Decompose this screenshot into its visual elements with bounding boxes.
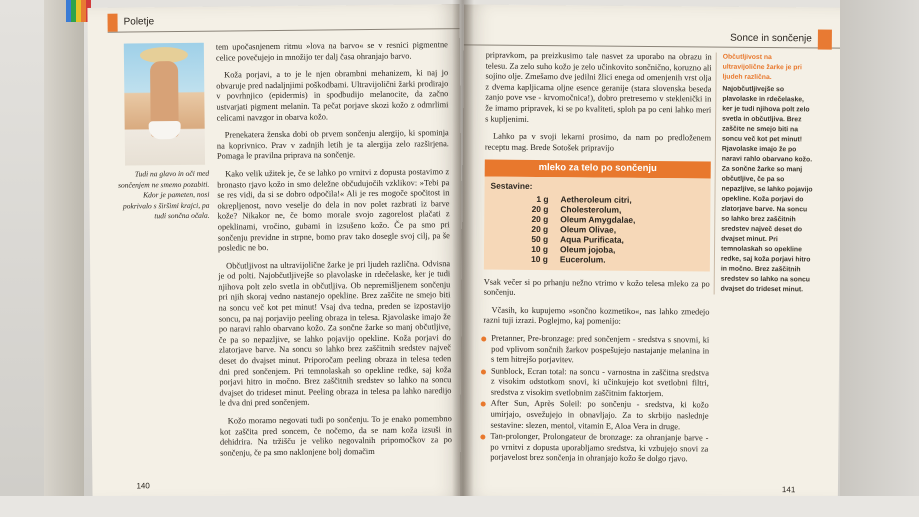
right-header-label: Sonce in sončenje [730,32,812,45]
paragraph: Občutljivost na ultravijolične žarke je pri ljudeh različna. Odvisna je od polti. Najobčutljivejše so plavolaske in rdečelaske, ker je tudi njihova polt zelo svetla in občutljiva. Ob nepremišljenem sončenju pri njih skoraj vedno nastanejo opekline. Brez zaščite ne smejo biti na soncu več kot pet minut! Vsaj dva tedna, preden se izpostavijo soncu, pa naj porjavijo peeling obraza in telesa. Rjavolaske imajo že po naravi rahlo obarvano kožo. Za sončne žarke so manj občutljive, če pa so nepazljive, se lahko pojavijo opekline. Koža porjavi do zlatorjave barve. Na soncu so lahko brez zaščitnih sredstev največ deset do dvajset minut. Priporočam peeling obraza in telesa teden dni pred sončenjem. Pri temnolaskah so opekline redke, saj koža porjavi hitro in močno. Brez zaščitnih sredstev so lahko na soncu dvajset do trideset minut. Peeling obraza in telesa pa lahko naredijo le dva dni pred sončenjem. [218,258,452,409]
paragraph: Kožo moramo negovati tudi po sončenju. To je enako pomembno kot zaščita pred soncem, če nočemo, da se nam koža izsuši in dehidrira. Na tržišču je veliko negovalnih pripomočkov za po sončenju, če pa smo naklonjene bolj domačim [219,414,453,458]
paragraph: Vsak večer si po prhanju nežno vtrimo v kožo telesa mleko za po sončenju. [483,277,710,297]
ingredient-row: 20 g Oleum Amygdalae, [531,213,636,225]
sidebar-title: Občutljivost na ultravijolične žarke je pri ljudeh različna. [722,53,802,82]
ingredient-row: 10 g Eucerolum. [531,253,606,265]
ingredients-label: Sestavine: [490,180,533,191]
book-cover-edge [44,0,84,517]
ingredient-row: 10 g Oleum jojoba, [531,243,616,255]
ingredient-row: 1 g Aetheroleum citri, [536,193,632,205]
list-item: Pretanner, Pre-bronzage: pred sončenjem - sredstva s snovmi, ki pod vplivom sončnih žarkov pospešujejo nastajanje melanina in s tem hitrejšo porjavitev. [483,333,709,367]
right-body-text [482,51,712,467]
bullet-icon [480,435,485,440]
chapter-tab [107,14,117,32]
list-item: Sunblock, Ecran total: na soncu - varnostna in zaščitna sredstva z visokim odstotkom snovi, ki učinkujejo kot svetlobni filtri, sredstva z visokim svetlobnim zaščitnim faktorjem. [483,366,709,400]
left-header-label: Poletje [123,16,155,28]
surface [0,496,919,517]
paragraph: Lahko pa v svoji lekarni prosimo, da nam po predloženem receptu mag. Brede Sotošek pripravijo [484,131,712,153]
bullet-icon [481,336,486,341]
left-running-header [107,10,459,33]
left-page [87,4,464,502]
paragraph: Koža porjavi, a to je le njen obrambni mehanizem, ki naj jo obvaruje pred nadaljnjimi poškodbami. Ultravijolični žarki prodirajo v povrhnjico (epidermis) in spodbudijo melanocite, da začno ustvarjati pigment melanin. Ta pečat porjave skozi kožo z odmrlimi celicami navzgor in obarva kožo. [216,68,449,123]
swimsuit [149,121,181,139]
right-running-header [464,26,842,48]
recipe-ingredients [484,176,711,271]
bullet-icon [481,369,486,374]
book-gutter [452,0,474,517]
page-stack-edge [840,0,919,517]
photo-caption: Tudi na glavo in oči med sončenjem ne smemo pozabiti. Kdor je pameten, nosi pokrivalo s širšimi krajci, pa tudi sončna očala. [117,168,210,221]
sidebar-text: Najobčutljivejše so plavolaske in rdečelaske, ker je tudi njihova polt zelo svetla in občutljiva. Brez zaščite ne smejo biti na soncu več kot pet minut! Rjavolaske imajo že po naravi rahlo obarvano kožo. Za sončne žarke so manj občutljive, če pa so nepazljive, se lahko pojavijo opekline. Koža porjavi do zlatorjave barve. Na soncu so lahko brez zaščitnih sredstev največ deset do dvajset minut. Pri temnolaskah so opekline redke, saj koža porjavi hitro in močno. Brez zaščitnih sredstev so lahko na soncu dvajset do trideset minut. [720,85,813,294]
paragraph: tem upočasnjenem ritmu »lova na barvo« se v resnici pigmentne celice povečujejo in množijo ter dalj časa ohranjajo barvo. [215,40,448,63]
paragraph: Prenekatera ženska dobi ob prvem sončenju alergijo, ki spominja na koprivnico. Prav v zadnjih letih je ta alergija zelo razširjena. Pomaga le pravilna priprava na sončenje. [216,128,449,161]
right-page [460,4,842,501]
bullet-icon [481,402,486,407]
ingredient-row: 20 g Oleum Olivae, [531,223,617,235]
paragraph: pripravkom, pa preizkusimo tale nasvet za uporabo na obrazu in telesu. Za zelo suho kožo je zelo učinkovito sončnično, koruzno ali sojino olje. Zmešamo dve jedilni žlici enega od omenjenih vrst olja z dvema kapljicama oljne esence geranije (stara slovenska beseda zanjo pove vse - krvomočnica!), dobro pretresemo v steklenički in že imamo pripravek, ki se po kvaliteti, sploh pa po ceni lahko meri s kupljenimi. [485,50,712,124]
left-body-text [216,40,452,466]
chapter-tab [818,29,832,49]
terms-list [482,333,709,465]
left-page-number: 140 [136,481,150,491]
sidebar-note [714,53,815,296]
paragraph: Včasih, ko kupujemo »sončno kozmetiko«, nas lahko zmedejo razni tuji izrazi. Poglejmo, kaj pomenijo: [483,305,710,327]
woman-in-swimsuit-photo [124,43,205,166]
list-item: After Sun, Après Soleil: po sončenju - sredstva, ki kožo umirjajo, osvežujejo in obnavljajo. Za to skrbijo naslednje sestavine: slezen, mentol, vitamin E, Aloa Vera in druge. [482,399,708,433]
right-page-number: 141 [781,485,796,495]
ingredient-row: 20 g Cholesterolum, [531,203,622,215]
recipe-title: mleko za telo po sončenju [485,160,711,179]
list-item: Tan-prolonger, Prolongateur de bronzage: za ohranjanje barve - po vrnitvi z dopusta uporabljamo sredstva, ki vzbujejo snovi za porjavelost brez sončenja in ohranjajo kožo še dolgo rjavo. [482,432,708,466]
ingredient-row: 50 g Aqua Purificata, [531,233,624,245]
paragraph: Kako velik užitek je, če se lahko po vrnitvi z dopusta postavimo z bronasto rjavo kožo in smo deležne občudujočih vzklikov: »Tebi pa se res vidi, da si se dobro odpočila!« Ali je res mogoče spočitost in okrepljenost, novo veselje do dela in nov polet razbrati iz barve kože? Nikakor ne, če bomo morale svojo zagorelost plačati z opeklinami, vročino, gubami in izsušeno kožo. Če pa smo pri sončenju previdne in strpne, bomo prav tako dosegle svoj cilj, pa še posledic ne bo. [217,167,450,253]
